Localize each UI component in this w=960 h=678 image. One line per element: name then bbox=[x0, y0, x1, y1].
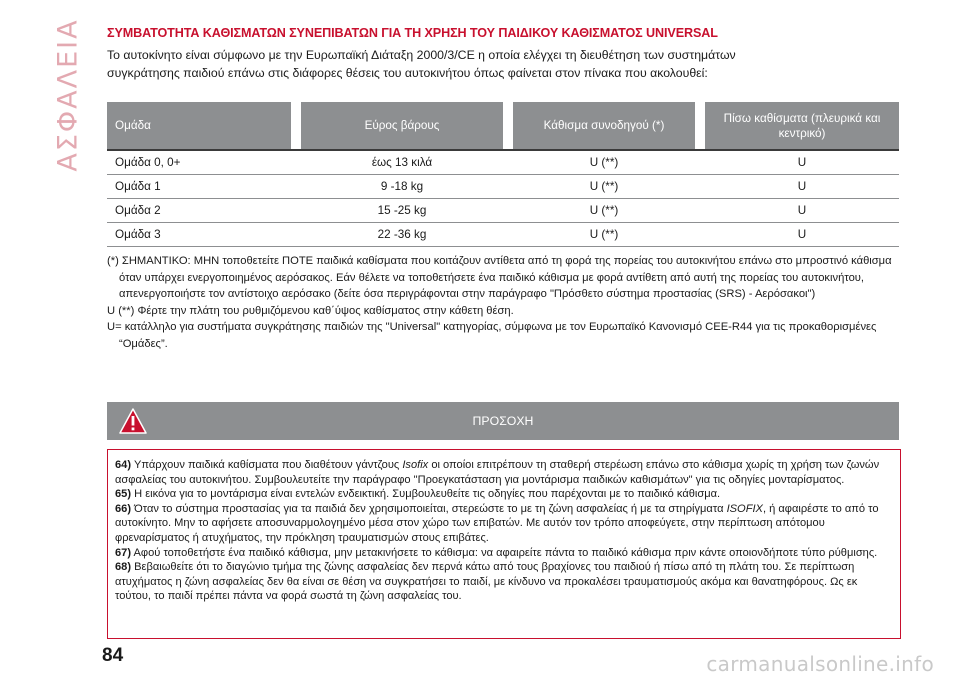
warning-item-text: Αφού τοποθετήστε ένα παιδικό κάθισμα, μην μετακινήσετε το κάθισμα: να αφαιρείτε πάντα το παιδικό κάθισμα πριν κάντε οποιονδήποτε τύπο ρύθμισης. bbox=[133, 546, 878, 559]
warning-item-text: Βεβαιωθείτε ότι το διαγώνιο τμήμα της ζώνης ασφαλείας δεν περνά κάτω από τους βραχίονες του παιδιού ή πίσω από τη πλάτη του. Σε περίπτωση ατυχήματος η ζώνη ασφαλείας δεν θα είναι σε θέση να συγκρατήσει το παιδί, με κίνδυνο να προκαλέσει τραυματισμούς ακόμα και θανατηφόρους. Ως εκ τούτου, το παιδί πρέπει πάντα να φορά σωστά τη ζώνη ασφαλείας του. bbox=[115, 561, 858, 603]
warning-item-text: , ή αφαιρέστε το από το αυτοκίνητο. Μην το αφήσετε αποσυναρμολογημένο μέσα στον χώρο των επιβατών. Με αυτόν τον τρόπο αποφεύγετε, στην περίπτωση απότομου φρεναρίσματος ή ατυχήματος, την πρόκληση τραυματισμών στους επιβάτες. bbox=[115, 502, 879, 544]
warning-item bbox=[115, 560, 893, 604]
warning-item-number: 66) bbox=[115, 502, 132, 515]
cell-weight: έως 13 κιλά bbox=[301, 150, 503, 175]
table-notes bbox=[107, 253, 899, 353]
cell-rear-seats: U bbox=[705, 199, 899, 223]
cell-rear-seats: U bbox=[705, 223, 899, 247]
warning-item-text: Υπάρχουν παιδικά καθίσματα που διαθέτουν γάντζους bbox=[133, 459, 403, 471]
header-gap bbox=[291, 102, 301, 150]
header-weight: Εύρος βάρους bbox=[301, 102, 503, 150]
warning-header bbox=[107, 402, 899, 440]
intro-line-2: συγκράτησης παιδιού επάνω στις διάφορες θέσεις του αυτοκινήτου όπως φαίνεται στον πίνακα που ακολουθεί: bbox=[107, 66, 708, 80]
warning-item-text: οι οποίοι επιτρέπουν τη σταθερή στερέωση επάνω στο κάθισμα χωρίς τη χρήση των ζωνών ασφαλείας του αυτοκινήτου. Συμβουλευτείτε την παράγραφο "Προεγκατάσταση για μοντάρισμα παιδικών καθισμάτων" για τις οδηγίες μονταρίσματος. bbox=[115, 459, 880, 486]
section-side-label-text: ΑΣΦΑΛΕΙΑ bbox=[52, 18, 84, 172]
cell-front-seat: U (**) bbox=[513, 223, 695, 247]
page-title: ΣΥΜΒΑΤΟΤΗΤΑ ΚΑΘΙΣΜΑΤΩΝ ΣΥΝΕΠΙΒΑΤΩΝ ΓΙΑ ΤΗ ΧΡΗΣΗ ΤΟΥ ΠΑΙΔΙΚΟΥ ΚΑΘΙΣΜΑΤΟΣ UNIVERSAL bbox=[107, 26, 718, 40]
warning-item bbox=[115, 458, 893, 487]
cell-front-seat: U (**) bbox=[513, 175, 695, 199]
page-number: 84 bbox=[102, 645, 124, 666]
note-airbag: (*) ΣΗΜΑΝΤΙΚΟ: ΜΗΝ τοποθετείτε ΠΟΤΕ παιδικά καθίσματα που κοιτάζουν αντίθετα από τη φορά της πορείας του αυτοκινήτου επάνω στο μπροστινό κάθισμα όταν υπάρχει ενεργοποιημένος αερόσακος. Εάν θέλετε να τοποθετήσετε ένα παιδικό κάθισμα με φορά αντίθετη από αυτή της πορείας του αυτοκινήτου, απενεργοποιήστε τον αντίστοιχο αερόσακο (δείτε όσα περιγράφονται στην παράγραφο "Πρόσθετο σύστημα προστασίας (SRS) - Αερόσακοι") bbox=[107, 255, 892, 301]
cell-group: Ομάδα 2 bbox=[107, 199, 291, 223]
header-gap bbox=[695, 102, 705, 150]
warning-item-text: Η εικόνα για το μοντάρισμα είναι εντελών ενδεικτική. Συμβουλευθείτε τις οδηγίες που παρέχονται με το παιδικό κάθισμα. bbox=[134, 488, 721, 501]
table-header-row bbox=[107, 102, 899, 150]
cell-weight: 9 -18 kg bbox=[301, 175, 503, 199]
warning-item-term: ISOFIX bbox=[726, 502, 763, 515]
compatibility-table bbox=[107, 102, 899, 247]
warning-body bbox=[107, 449, 901, 639]
watermark: carmanualsonline.info bbox=[706, 652, 934, 676]
cell-rear-seats: U bbox=[705, 175, 899, 199]
cell-weight: 15 -25 kg bbox=[301, 199, 503, 223]
table-row bbox=[107, 150, 899, 175]
warning-title: ΠΡΟΣΟΧΗ bbox=[472, 414, 534, 428]
main-content bbox=[107, 26, 899, 353]
warning-item bbox=[115, 502, 893, 546]
cell-rear-seats: U bbox=[705, 150, 899, 175]
table-row bbox=[107, 223, 899, 247]
intro-line-1: Το αυτοκίνητο είναι σύμφωνο με την Ευρωπαϊκή Διάταξη 2000/3/CE η οποία ελέγχει τη διευθέτηση των συστημάτων bbox=[107, 48, 736, 62]
cell-front-seat: U (**) bbox=[513, 150, 695, 175]
warning-triangle-icon bbox=[119, 408, 147, 434]
table-row bbox=[107, 199, 899, 223]
note-seatback: U (**) Φέρτε την πλάτη του ρυθμιζόμενου καθ΄ύψος καθίσματος στην κάθετη θέση. bbox=[107, 304, 514, 317]
header-group: Ομάδα bbox=[107, 102, 291, 150]
intro-paragraph bbox=[107, 46, 899, 82]
header-rear-seats: Πίσω καθίσματα (πλευρικά και κεντρικό) bbox=[705, 102, 899, 150]
warning-item-number: 67) bbox=[115, 546, 132, 559]
warning-item-number: 64) bbox=[115, 459, 132, 471]
header-front-seat: Κάθισμα συνοδηγού (*) bbox=[513, 102, 695, 150]
cell-group: Ομάδα 1 bbox=[107, 175, 291, 199]
warning-item-number: 65) bbox=[115, 488, 132, 501]
note-universal: U= κατάλληλο για συστήματα συγκράτησης παιδιών της "Universal" κατηγορίας, σύμφωνα με τον Ευρωπαϊκό Κανονισμό CEE-R44 για τις προκαθορισμένες “Ομάδες”. bbox=[107, 321, 877, 350]
warning-item bbox=[115, 487, 893, 502]
section-side-label bbox=[48, 20, 88, 170]
cell-weight: 22 -36 kg bbox=[301, 223, 503, 247]
header-gap bbox=[503, 102, 513, 150]
cell-group: Ομάδα 0, 0+ bbox=[107, 150, 291, 175]
warning-item bbox=[115, 546, 893, 561]
warning-item-text: Όταν το σύστημα προστασίας για τα παιδιά δεν χρησιμοποιείται, στερεώστε το με τη ζώνη ασφαλείας ή με τα στηρίγματα bbox=[134, 502, 727, 515]
warning-item-number: 68) bbox=[115, 561, 132, 574]
cell-front-seat: U (**) bbox=[513, 199, 695, 223]
table-row bbox=[107, 175, 899, 199]
warning-item-term: Isofix bbox=[402, 459, 429, 471]
cell-group: Ομάδα 3 bbox=[107, 223, 291, 247]
